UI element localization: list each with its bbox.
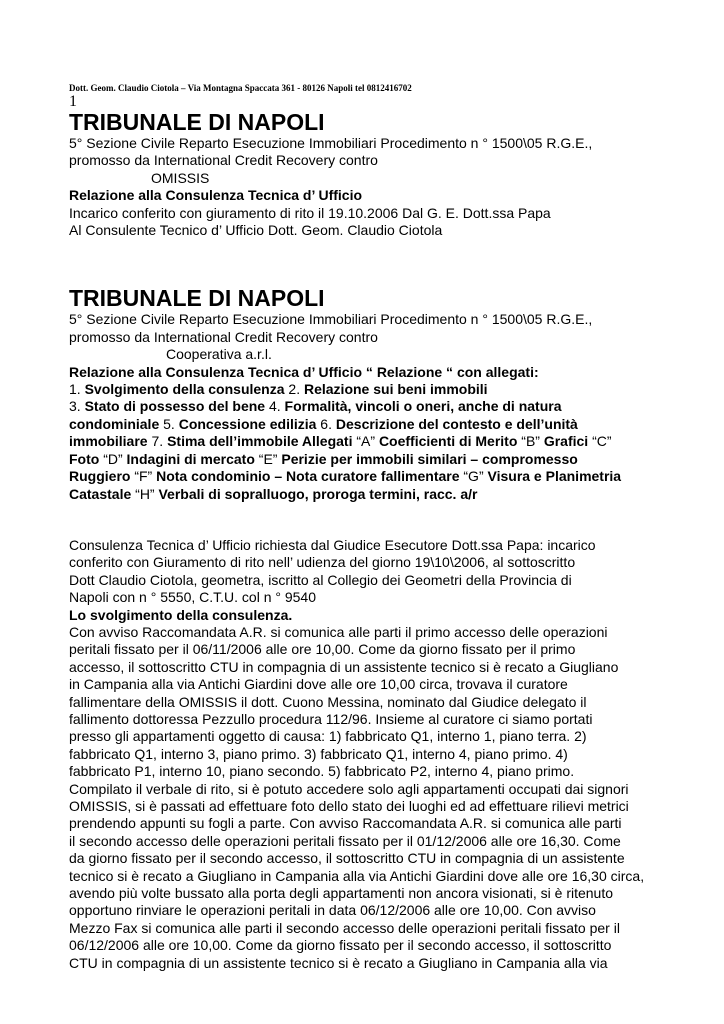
text: “A”: [352, 433, 379, 450]
body-line: avendo più volte bussato alla porta degli appartamenti non ancora visionati, si è ritenuto: [69, 885, 614, 902]
text: Svolgimento della consulenza: [84, 381, 285, 398]
text: Nota condominio – Nota curatore fallimentare: [156, 468, 460, 485]
document-page: [69, 82, 659, 972]
text: condominiale: [69, 415, 160, 432]
text: Concessione edilizia: [178, 415, 317, 432]
text: 7.: [147, 433, 168, 450]
body-line: presso gli appartamenti oggetto di causa: 1) fabbricato Q1, interno 1, piano terra. 2): [69, 728, 587, 745]
attachments-line: [69, 451, 659, 468]
attachments-line: [69, 486, 659, 503]
text: Ruggiero: [69, 468, 131, 485]
body-line: fallimentare della OMISSIS il dott. Cuono Messina, nominato dal Giudice delegato il: [69, 693, 587, 710]
text: Grafici: [543, 433, 589, 450]
attachments-line: [69, 468, 659, 485]
body-line: accesso, il sottoscritto CTU in compagnia di un assistente tecnico si è recato a Giugliano: [69, 658, 619, 675]
body-line: Con avviso Raccomandata A.R. si comunica alle parti il primo accesso delle operazioni: [69, 623, 608, 640]
text: Perizie per immobili similari – compromesso: [281, 450, 578, 467]
text: Visura e Planimetria: [487, 468, 622, 485]
text: immobiliare: [69, 433, 148, 450]
consultant-line: Al Consulente Tecnico d’ Ufficio Dott. Geom. Claudio Ciotola: [69, 222, 443, 239]
text: Indagini di mercato: [126, 450, 255, 467]
attachments-line: [69, 381, 659, 398]
body-line: fabbricato Q1, interno 3, piano primo. 3) fabbricato Q1, interno 4, piano primo. 4): [69, 745, 568, 762]
body-line: Compilato il verbale di rito, si è potuto accedere solo agli appartamenti occupati dai signori: [69, 780, 629, 797]
body-line: tecnico si è recato a Giugliano in Campania alla via Antichi Giardini dove alle ore 16,30 circa,: [69, 867, 645, 884]
text: Relazione sui beni immobili: [303, 381, 488, 398]
body-line: fabbricato P1, interno 10, piano secondo. 5) fabbricato P2, interno 4, piano primo.: [69, 763, 575, 780]
text: 5.: [159, 415, 179, 432]
court-title: TRIBUNALE DI NAPOLI: [69, 285, 325, 312]
body-line: peritali fissato per il 06/11/2006 alle ore 10,00. Come da giorno fissato per il primo: [69, 641, 576, 658]
text: Formalità, vincoli o oneri, anche di natura: [284, 398, 562, 415]
text: Verbali di sopralluogo, proroga termini, racc. a/r: [158, 485, 478, 502]
text: 4.: [265, 398, 285, 415]
body-line: in Campania alla via Antichi Giardini dove alle ore 10,00 circa, trovava il curatore: [69, 676, 568, 693]
promoter-line: promosso da International Credit Recovery contro: [69, 152, 378, 169]
assignment-line: Incarico conferito con giuramento di rito il 19.10.2006 Dal G. E. Dott.ssa Papa: [69, 204, 551, 221]
report-heading: Relazione alla Consulenza Tecnica d’ Ufficio: [69, 187, 363, 204]
attachments-line: [69, 398, 659, 415]
promoter-line: promosso da International Credit Recovery contro: [69, 328, 378, 345]
section-3: [69, 537, 659, 972]
body-line: 06/12/2006 alle ore 10,00. Come da giorno fissato per il secondo accesso, il sottoscritto: [69, 937, 612, 954]
body-line: conferito con Giuramento di rito nell’ udienza del giorno 19\10\2006, al sottoscritto: [69, 554, 576, 571]
procedure-line: 5° Sezione Civile Reparto Esecuzione Immobiliari Procedimento n ° 1500\05 R.G.E.,: [69, 311, 593, 328]
text: “E”: [254, 450, 282, 467]
text: 1.: [69, 381, 85, 398]
text: “G”: [459, 468, 488, 485]
section-subtitle: Lo svolgimento della consulenza.: [69, 606, 293, 623]
attachments-line: [69, 433, 659, 450]
defendant-line: OMISSIS: [151, 169, 210, 186]
page-number: 1: [69, 93, 77, 110]
body-line: prendendo appunti su fogli a parte. Con avviso Raccomandata A.R. si comunica alle parti: [69, 815, 622, 832]
text: 6.: [316, 415, 336, 432]
defendant-line: Cooperativa a.r.l.: [166, 346, 272, 363]
body-line: il secondo accesso delle operazioni peritali fissato per il 01/12/2006 alle ore 16,30. Come: [69, 832, 621, 849]
text: “F”: [130, 468, 157, 485]
text: “B”: [517, 433, 544, 450]
section-1: [69, 109, 659, 239]
body-line: opportuno rinviare le operazioni peritali in data 06/12/2006 alle ore 10,00. Con avviso: [69, 902, 596, 919]
court-title: TRIBUNALE DI NAPOLI: [69, 109, 325, 135]
body-line: Mezzo Fax si comunica alle parti il secondo accesso delle operazioni peritali fissato per il: [69, 919, 620, 936]
text: “D”: [99, 450, 127, 467]
text: “C”: [588, 433, 612, 450]
body-line: fallimento dottoressa Pezzullo procedura 112/96. Insieme al curatore ci siamo portati: [69, 710, 593, 727]
text: Stato di possesso del bene: [84, 398, 266, 415]
report-heading: Relazione alla Consulenza Tecnica d’ Ufficio “ Relazione “ con allegati:: [69, 363, 539, 380]
text: Stima dell’immobile Allegati: [167, 433, 353, 450]
text: Descrizione del contesto e dell’unità: [335, 415, 578, 432]
body-line: Dott Claudio Ciotola, geometra, iscritto al Collegio dei Geometri della Provincia di: [69, 571, 572, 588]
text: 3.: [69, 398, 85, 415]
text: 2.: [284, 381, 304, 398]
letterhead: Dott. Geom. Claudio Ciotola – Via Montagna Spaccata 361 - 80126 Napoli tel 0812416702: [69, 83, 412, 93]
text: Coefficienti di Merito: [378, 433, 518, 450]
section-2: [69, 285, 659, 502]
procedure-line: 5° Sezione Civile Reparto Esecuzione Immobiliari Procedimento n ° 1500\05 R.G.E.,: [69, 135, 593, 151]
text: Catastale: [69, 485, 132, 502]
body-line: OMISSIS, si è passati ad effettuare foto dello stato dei luoghi ed ad effettuare rilievi metrici: [69, 798, 629, 814]
body-line: CTU in compagnia di un assistente tecnico si è recato a Giugliano in Campania alla via: [69, 954, 608, 971]
body-line: da giorno fissato per il secondo accesso, il sottoscritto CTU in compagnia di un assistente: [69, 850, 625, 867]
body-line: Consulenza Tecnica d’ Ufficio richiesta dal Giudice Esecutore Dott.ssa Papa: incarico: [69, 536, 596, 553]
text: Foto: [69, 450, 100, 467]
text: “H”: [131, 485, 159, 502]
attachments-line: [69, 416, 659, 433]
body-line: Napoli con n ° 5550, C.T.U. col n ° 9540: [69, 589, 317, 606]
